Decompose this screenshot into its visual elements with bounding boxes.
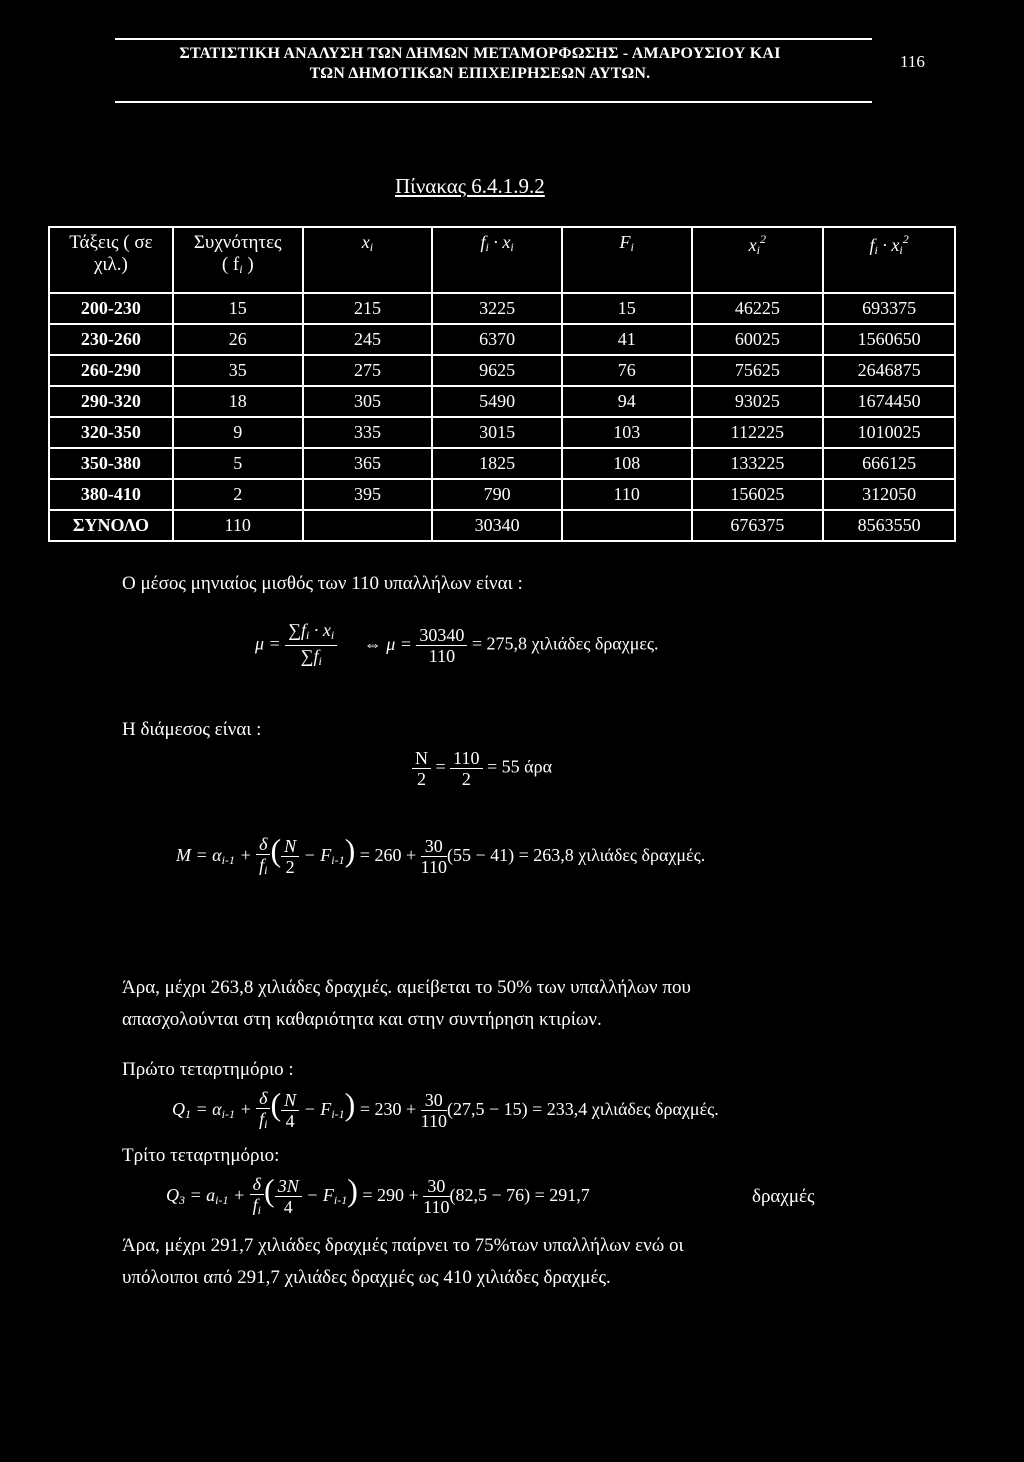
page-number: 116: [900, 52, 925, 71]
den-sub-i: i: [318, 654, 322, 668]
header-x2-sub: i: [756, 243, 761, 257]
median-conclusion: [122, 976, 902, 1032]
q3-f: f: [252, 1194, 258, 1215]
n-over-2-fraction: [412, 748, 431, 789]
header-freq-open: ( f: [221, 254, 240, 275]
q3-eq-sub: i-1: [215, 1193, 229, 1207]
q3-f-sub: i: [257, 1202, 262, 1217]
header-cumulative-Fi: [562, 227, 692, 293]
median-paren-left: (: [270, 832, 282, 868]
table-row: [49, 479, 955, 510]
class-cell: 200-230: [49, 293, 173, 324]
cumfreq-cell: 103: [562, 417, 692, 448]
header-fx-sub: i: [485, 240, 489, 254]
header-fx2-x: · x: [877, 235, 900, 255]
x2-cell: 60025: [692, 324, 824, 355]
mean-sum-fraction: [285, 620, 337, 671]
class-cell: 290-320: [49, 386, 173, 417]
midpoint-cell: 245: [303, 324, 433, 355]
mean-value-denominator: 110: [428, 646, 456, 666]
n-denominator: 2: [417, 769, 426, 789]
q3-30-over-110: [423, 1176, 449, 1217]
delta-numerator: δ: [256, 834, 270, 855]
mean-mu: μ =: [255, 633, 281, 654]
q1-plus: +: [234, 1099, 252, 1119]
x2-cell: 46225: [692, 293, 824, 324]
inner-n-numerator: N: [281, 836, 299, 857]
header-fi-xi-squared: [823, 227, 955, 293]
header-frequencies: [173, 227, 303, 293]
midpoint-cell: 215: [303, 293, 433, 324]
q1-eq: = α: [191, 1099, 222, 1119]
q3-lhs: Q: [166, 1185, 179, 1205]
q1-minus-F: − F: [299, 1099, 332, 1119]
class-cell: 230-260: [49, 324, 173, 355]
q1-f-denominator: [256, 1109, 270, 1134]
q1-paren-right: ): [344, 1086, 356, 1122]
header-freq-close: ): [242, 254, 254, 275]
q1-lhs-sub: 1: [185, 1107, 191, 1121]
total-midpoint-cell: [303, 510, 433, 541]
q3-delta: δ: [250, 1174, 264, 1195]
median-rhs-start: = 260 +: [359, 845, 417, 865]
cumfreq-cell: 15: [562, 293, 692, 324]
fx-cell: 790: [432, 479, 562, 510]
header-freq-sub: i: [239, 262, 243, 276]
freq-cell: 35: [173, 355, 303, 386]
q3-paren-right: ): [347, 1172, 358, 1208]
table-total-row: [49, 510, 955, 541]
header-xi-sub: i: [369, 240, 374, 254]
q3-paren-left: (: [264, 1172, 275, 1208]
header-classes-line-1: Τάξεις ( σε: [69, 232, 153, 253]
q1-4-denominator: 4: [285, 1111, 295, 1132]
fx2-cell: 1010025: [823, 417, 955, 448]
class-cell: 260-290: [49, 355, 173, 386]
value-numerator: 110: [450, 748, 482, 769]
median-minus-F: − F: [299, 845, 332, 865]
midpoint-cell: 275: [303, 355, 433, 386]
midpoint-cell: 395: [303, 479, 433, 510]
quartile-conclusion-line-2: υπόλοιποι από 291,7 χιλιάδες δραχμές ως 410 χιλιάδες δραχμές.: [122, 1267, 611, 1288]
cumfreq-cell: 76: [562, 355, 692, 386]
header-Fi-sub: i: [630, 240, 634, 254]
midpoint-cell: 335: [303, 417, 433, 448]
mean-formula: [255, 620, 659, 671]
q1-rhs-result: (27,5 − 15) = 233,4 χιλιάδες δραχμές.: [446, 1099, 719, 1119]
q1-width-denominator: 110: [420, 1111, 447, 1132]
total-x2-cell: 676375: [692, 510, 824, 541]
total-fx2-cell: 8563550: [823, 510, 955, 541]
q3-lhs-sub: 3: [179, 1193, 185, 1207]
fx2-cell: 312050: [823, 479, 955, 510]
q3-3n-numerator: 3N: [275, 1176, 302, 1197]
quartile-conclusion-line-1: Άρα, μέχρι 291,7 χιλιάδες δραχμές παίρνει το 75%των υπαλλήλων ενώ οι: [122, 1235, 684, 1256]
q1-lhs: Q: [172, 1099, 185, 1119]
inner-n-denominator: 2: [285, 857, 295, 878]
q1-n-numerator: N: [281, 1090, 299, 1111]
30-over-110-fraction: [421, 836, 447, 877]
num-sub-i: i: [306, 628, 310, 642]
table-body: [49, 293, 955, 541]
q1-30-over-110: [421, 1090, 447, 1131]
fx2-cell: 1560650: [823, 324, 955, 355]
header-top-rule: [115, 38, 872, 40]
q3-width-numerator: 30: [423, 1176, 449, 1197]
median-lhs-sub: i-1: [221, 853, 235, 867]
fx-cell: 6370: [432, 324, 562, 355]
table-row: [49, 293, 955, 324]
class-cell: 380-410: [49, 479, 173, 510]
mean-value-numerator: 30340: [416, 625, 467, 646]
class-cell: 320-350: [49, 417, 173, 448]
fx2-cell: 2646875: [823, 355, 955, 386]
median-pos-result: = 55 άρα: [487, 756, 552, 777]
freq-cell: 18: [173, 386, 303, 417]
median-F-sub: i-1: [331, 853, 345, 867]
header-bottom-rule: [115, 101, 872, 103]
num-sum-f: ∑f: [288, 620, 307, 640]
q3-eq: = a: [185, 1185, 216, 1205]
fx-cell: 5490: [432, 386, 562, 417]
q3-F-sub: i-1: [333, 1193, 348, 1207]
q1-F-sub: i-1: [331, 1107, 345, 1121]
quartile-conclusion: [122, 1234, 912, 1290]
110-over-2-fraction: [450, 748, 482, 789]
header-Fi-symbol: F: [619, 232, 631, 252]
header-classes: [49, 227, 173, 293]
q3-formula: [166, 1172, 590, 1220]
frequency-table: [48, 226, 956, 542]
num-x: · x: [309, 620, 331, 640]
fx-cell: 3015: [432, 417, 562, 448]
header-xi-squared: [692, 227, 824, 293]
table-row: [49, 386, 955, 417]
freq-cell: 5: [173, 448, 303, 479]
cumfreq-cell: 94: [562, 386, 692, 417]
mean-value-fraction: [416, 625, 467, 666]
q1-rhs-start: = 230 +: [359, 1099, 417, 1119]
table-row: [49, 448, 955, 479]
midpoint-cell: 365: [303, 448, 433, 479]
header-title-line-2: ΤΩΝ ΔΗΜΟΤΙΚΩΝ ΕΠΙΧΕΙΡΗΣΕΩΝ ΑΥΤΩΝ.: [309, 65, 651, 82]
freq-cell: 26: [173, 324, 303, 355]
table-row: [49, 324, 955, 355]
f-symbol: f: [259, 854, 265, 875]
document-header-title: [100, 44, 860, 84]
median-conclusion-line-1: Άρα, μέχρι 263,8 χιλιάδες δραχμές. αμείβεται το 50% των υπαλλήλων που: [122, 977, 691, 998]
q3-f-denominator: [250, 1195, 264, 1220]
cumfreq-cell: 110: [562, 479, 692, 510]
median-formula: [176, 832, 705, 880]
header-title-line-1: ΣΤΑΤΙΣΤΙΚΗ ΑΝΑΛΥΣΗ ΤΩΝ ΔΗΜΩΝ ΜΕΤΑΜΟΡΦΩΣΗΣ - ΑΜΑΡΟΥΣΙΟΥ ΚΑΙ: [179, 45, 781, 62]
n-over-2-inner-fraction: [281, 836, 299, 877]
table-title: Πίνακας 6.4.1.9.2: [395, 174, 545, 198]
fx-cell: 3225: [432, 293, 562, 324]
q3-unit: δραχμές: [752, 1186, 815, 1207]
header-xi: [303, 227, 433, 293]
header-fx2-sup: 2: [902, 232, 909, 246]
f-sub: i: [264, 862, 268, 877]
delta-over-f-fraction: [256, 834, 270, 880]
median-conclusion-line-2: απασχολούνται στη καθαριότητα και στην συντήρηση κτιρίων.: [122, 1009, 602, 1030]
class-cell: 350-380: [49, 448, 173, 479]
q1-delta-fraction: [256, 1088, 270, 1134]
f-denominator: [256, 855, 270, 880]
cumfreq-cell: 108: [562, 448, 692, 479]
table-header-row: [49, 227, 955, 293]
mean-sum-denominator: [285, 646, 337, 671]
table-row: [49, 417, 955, 448]
header-fx-sub2: i: [510, 240, 514, 254]
header-fi-xi: [432, 227, 562, 293]
q1-f-sub: i: [264, 1116, 268, 1131]
table-row: [49, 355, 955, 386]
q1-delta: δ: [256, 1088, 270, 1109]
q3-minus-F: − F: [301, 1185, 334, 1205]
x2-cell: 75625: [692, 355, 824, 386]
mean-intro: Ο μέσος μηνιαίος μισθός των 110 υπαλλήλων είναι :: [122, 573, 523, 594]
x2-cell: 93025: [692, 386, 824, 417]
header-fx2-sub2: i: [899, 243, 903, 257]
median-lhs: M = α: [176, 845, 222, 865]
class-width-denominator: 110: [420, 857, 447, 878]
freq-cell: 15: [173, 293, 303, 324]
total-label-cell: ΣΥΝΟΛΟ: [49, 510, 173, 541]
median-intro: Η διάμεσος είναι :: [122, 719, 262, 740]
q3-width-denominator: 110: [423, 1197, 450, 1218]
median-plus: +: [234, 845, 252, 865]
freq-cell: 2: [173, 479, 303, 510]
median-paren-right: ): [344, 832, 356, 868]
q1-eq-sub: i-1: [221, 1107, 235, 1121]
median-position: [412, 748, 552, 789]
x2-cell: 112225: [692, 417, 824, 448]
q1-n-over-4: [281, 1090, 299, 1131]
mean-equivalence: ⇔ μ =: [363, 633, 412, 654]
midpoint-cell: 305: [303, 386, 433, 417]
fx2-cell: 693375: [823, 293, 955, 324]
value-denominator: 2: [461, 769, 471, 789]
class-width-numerator: 30: [421, 836, 447, 857]
header-fx-x: · x: [488, 232, 511, 252]
fx-cell: 9625: [432, 355, 562, 386]
q3-4-denominator: 4: [283, 1197, 293, 1218]
q1-intro: Πρώτο τεταρτημόριο :: [122, 1059, 294, 1080]
q3-delta-fraction: [250, 1174, 264, 1220]
q3-3n-over-4: [275, 1176, 302, 1217]
header-fx2-sub: i: [874, 243, 878, 257]
median-pos-equals: =: [435, 756, 446, 777]
header-fx2-f: f: [869, 235, 875, 255]
n-numerator: N: [412, 748, 431, 769]
total-freq-cell: 110: [173, 510, 303, 541]
x2-cell: 156025: [692, 479, 824, 510]
header-freq-line-1: Συχνότητες: [193, 232, 282, 253]
total-fx-cell: 30340: [432, 510, 562, 541]
fx-cell: 1825: [432, 448, 562, 479]
q1-f: f: [259, 1108, 265, 1129]
q1-width-numerator: 30: [421, 1090, 447, 1111]
header-classes-line-2: χιλ.): [93, 254, 128, 275]
mean-sum-numerator: [285, 620, 337, 646]
q1-paren-left: (: [270, 1086, 282, 1122]
fx2-cell: 1674450: [823, 386, 955, 417]
header-fx-f: f: [480, 232, 486, 252]
header-x2-sup: 2: [760, 232, 767, 246]
den-sum-f: ∑f: [300, 646, 319, 666]
q3-intro: Τρίτο τεταρτημόριο:: [122, 1145, 280, 1166]
total-cumfreq-cell: [562, 510, 692, 541]
freq-cell: 9: [173, 417, 303, 448]
fx2-cell: 666125: [823, 448, 955, 479]
median-rhs-result: (55 − 41) = 263,8 χιλιάδες δραχμές.: [446, 845, 706, 865]
mean-result: = 275,8 χιλιάδες δραχμες.: [471, 633, 659, 654]
q3-plus: +: [228, 1185, 246, 1205]
x2-cell: 133225: [692, 448, 824, 479]
q3-rhs-start: = 290 +: [362, 1185, 419, 1205]
q1-formula: [172, 1086, 719, 1134]
header-xi-symbol: x: [361, 232, 370, 252]
q3-rhs-result: (82,5 − 76) = 291,7: [449, 1185, 590, 1205]
header-x2-symbol: x: [748, 235, 757, 255]
num-sub-i-2: i: [330, 628, 335, 642]
cumfreq-cell: 41: [562, 324, 692, 355]
